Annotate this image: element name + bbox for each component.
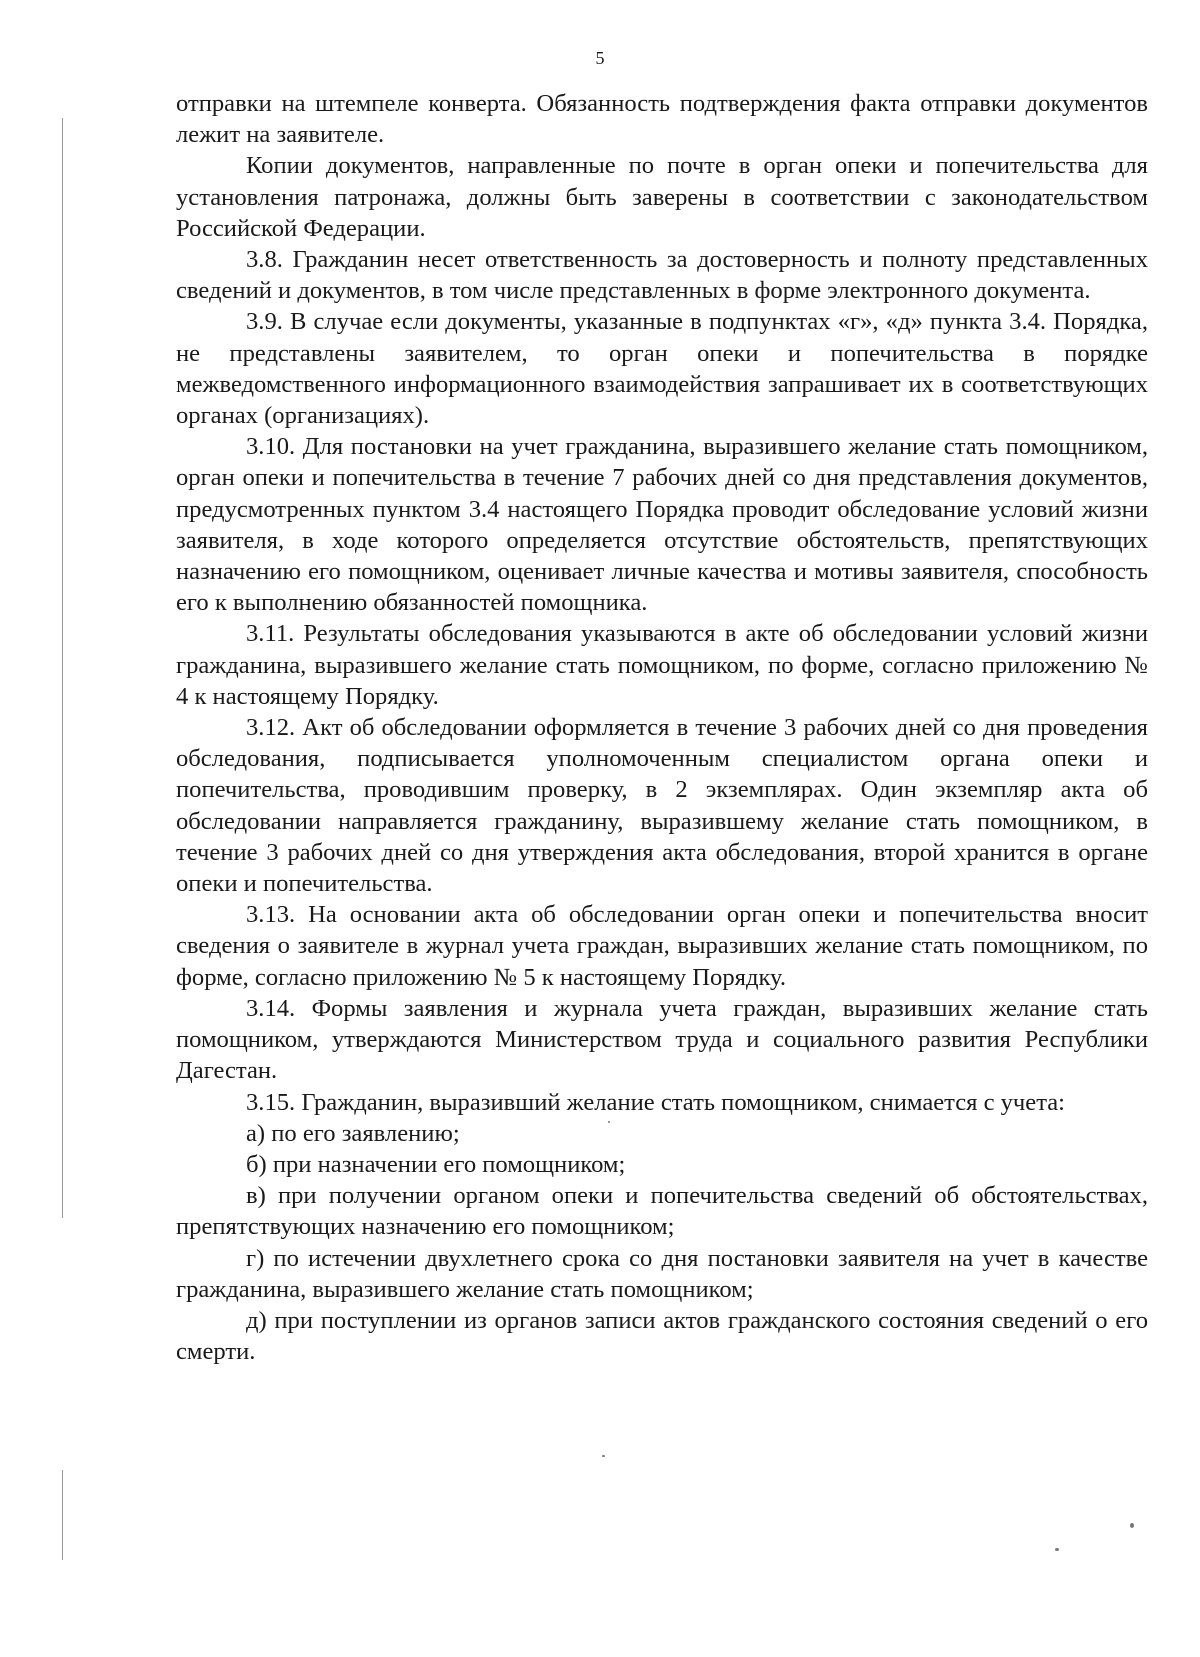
scan-binding-line [62, 118, 63, 1218]
list-item-d: д) при поступлении из органов записи актов гражданского состояния сведений о его смерти. [176, 1306, 1148, 1366]
paragraph-3-10: 3.10. Для постановки на учет гражданина, выразившего желание стать помощником, орган опеки и попечительства в течение 7 рабочих дней со дня представления документов, предусмотренных пунктом 3.4 настоящего Порядка проводит обследование условий жизни заявителя, в ходе которого определяется отсутствие обстоятельств, препятствующих назначению его помощником, оценивает личные качества и мотивы заявителя, способность его к выполнению обязанностей помощника. [176, 433, 1148, 617]
list-item-b: б) при назначении его помощником; [246, 1150, 626, 1178]
scan-speck [1130, 1523, 1134, 1528]
scan-speck [602, 1455, 605, 1457]
list-item-g: г) по истечении двухлетнего срока со дня постановки заявителя на учет в качестве гражданина, выразившего желание стать помощником; [176, 1244, 1148, 1303]
scan-speck [1055, 1548, 1059, 1551]
paragraph-3-12: 3.12. Акт об обследовании оформляется в течение 3 рабочих дней со дня проведения обследования, подписывается уполномоченным специалистом органа опеки и попечительства, проводившим проверку, в 2 экземплярах. Один экземпляр акта об обследовании направляется гражданину, выразившему желание стать помощником, в течение 3 рабочих дней со дня утверждения акта обследования, второй хранится в органе опеки и попечительства. [176, 714, 1148, 898]
list-item-a: а) по его заявлению; [246, 1119, 460, 1147]
paragraph: отправки на штемпеле конверта. Обязанность подтверждения факта отправки документов лежит на заявителе. [176, 90, 1148, 149]
document-body [176, 88, 1148, 1367]
paragraph: Копии документов, направленные по почте в орган опеки и попечительства для установления патронажа, должны быть заверены в соответствии с законодательством Российской Федерации. [176, 152, 1148, 242]
paragraph-3-8: 3.8. Гражданин несет ответственность за достоверность и полноту представленных сведений и документов, в том числе представленных в форме электронного документа. [176, 246, 1148, 305]
scan-speck [608, 1121, 610, 1123]
scan-binding-line [62, 1470, 63, 1560]
paragraph-3-9: 3.9. В случае если документы, указанные в подпунктах «г», «д» пункта 3.4. Порядка, не представлены заявителем, то орган опеки и попечительства в порядке межведомственного информационного взаимодействия запрашивает их в соответствующих органах (организациях). [176, 308, 1148, 430]
page-number: 5 [595, 48, 605, 68]
list-item-v: в) при получении органом опеки и попечительства сведений об обстоятельствах, препятствующих назначению его помощником; [176, 1182, 1148, 1241]
paragraph-3-14: 3.14. Формы заявления и журнала учета граждан, выразивших желание стать помощником, утверждаются Министерством труда и социального развития Республики Дагестан. [176, 994, 1148, 1085]
paragraph-3-13: 3.13. На основании акта об обследовании орган опеки и попечительства вносит сведения о заявителе в журнал учета граждан, выразивших желание стать помощником, по форме, согласно приложению № 5 к настоящему Порядку. [176, 901, 1148, 991]
paragraph-3-15: 3.15. Гражданин, выразивший желание стать помощником, снимается с учета: [246, 1088, 1066, 1116]
paragraph-3-11: 3.11. Результаты обследования указываются в акте об обследовании условий жизни гражданина, выразившего желание стать помощником, по форме, согласно приложению № 4 к настоящему Порядку. [176, 620, 1148, 710]
